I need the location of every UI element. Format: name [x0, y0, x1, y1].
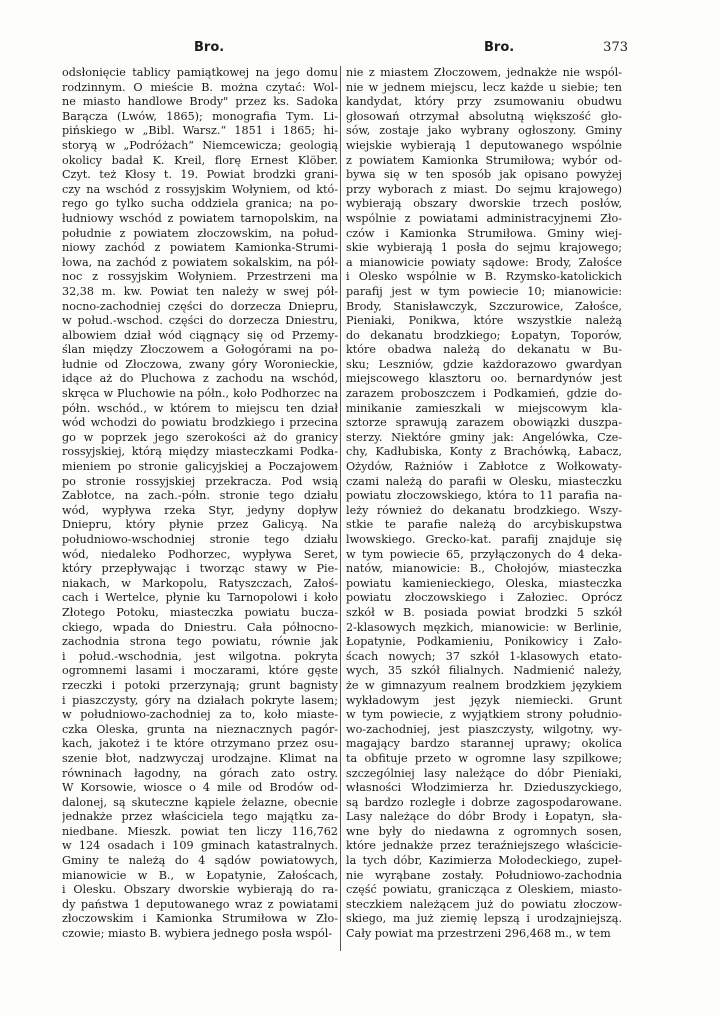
text-line: w południowo-zachodniej za to, koło miaste- — [62, 708, 338, 722]
text-line: kach, jakoteż i te które otrzymano przez osu- — [62, 737, 338, 751]
text-line: albowiem dział wód ciągnący się od Przemy- — [62, 328, 338, 342]
text-line: przy wyborach z miast. Do sejmu krajowego) — [346, 182, 622, 196]
page-header — [62, 40, 628, 60]
text-line: sku; Leszniów, gdzie każdorazowo gwardyan — [346, 357, 622, 371]
text-line: jednakże przez właściciela tego majątku za- — [62, 810, 338, 824]
text-line: łowa, na zachód z powiatem sokalskim, na pół- — [62, 255, 338, 269]
text-line: powiatu złoczowskiego, która to 11 parafia na- — [346, 489, 622, 503]
text-line: czów i Kamionka Strumiłowa. Gminy wiej- — [346, 226, 622, 240]
text-line: odsłonięcie tablicy pamiątkowej na jego domu — [62, 66, 338, 79]
text-line: równinach łagodny, na górach zato ostry. — [62, 766, 338, 780]
text-line: wych, 35 szkół filialnych. Nadmienić należy, — [346, 664, 622, 678]
text-line: mianowicie w B., w Łopatynie, Załoścach, — [62, 868, 338, 882]
text-line: powiatu złoczowskiego i Załoziec. Oprócz — [346, 591, 622, 605]
text-line: Cały powiat ma przestrzeni 296,468 m., w tem — [346, 927, 611, 941]
text-line: lwowskiego. Grecko-kat. parafij znajduje się — [346, 533, 622, 546]
text-line: w połud.-wschod. części do dorzecza Dniestru, — [62, 314, 338, 328]
text-line: ne miasto handlowe Brody" przez ks. Sadoka — [62, 95, 338, 109]
running-head-left: Bro. — [194, 40, 225, 55]
text-line: niedbane. Mieszk. powiat ten liczy 116,762 — [62, 824, 338, 838]
text-line: po stronie rossyjskiej przekracza. Pod wsią — [62, 474, 338, 488]
text-line: Łopatynie, Podkamieniu, Ponikowicy i Zało- — [346, 635, 622, 649]
text-line: wspólnie z powiatami administracyjnemi Zło- — [346, 211, 622, 225]
text-line: rzeczki i potoki przerzynają; grunt bagnisty — [62, 678, 338, 692]
text-line: go w poprzek jego szerokości aż do granicy — [62, 430, 338, 444]
left-text-column — [62, 66, 338, 942]
text-line: kandydat, który przy zsumowaniu obudwu — [346, 95, 622, 109]
text-line: sów, zostaje jako wybrany ogłoszony. Gminy — [346, 124, 622, 138]
text-line: i Olesku. Obszary dworskie wybierają do ra- — [62, 883, 338, 897]
text-line: sztorze sprawują zarazem obowiązki duszpa- — [346, 416, 622, 430]
text-line: sterzy. Niektóre gminy jak: Angelówka, Czе- — [346, 430, 622, 444]
text-line: nie wyrąbane zostały. Południowo-zachodnia — [346, 868, 622, 882]
text-line: skie wybierają 1 posła do sejmu krajowego; — [346, 241, 622, 255]
running-head-right: Bro. — [484, 40, 515, 55]
text-line: steczkiem należącem już do powiatu złoczow- — [346, 897, 622, 911]
text-line: rossyjskiej, którą między miasteczkami Podka- — [62, 445, 338, 459]
text-line: Złotego Potoku, miasteczka powiatu bucza- — [62, 605, 338, 619]
column-divider — [340, 66, 341, 951]
text-line: które jednakże przez teraźniejszego właścicie- — [346, 839, 622, 853]
text-line: dalonej, są skuteczne kąpiele żelazne, obecnie — [62, 795, 338, 809]
text-line: zachodnia strona tego powiatu, równie jak — [62, 635, 338, 649]
text-line: który przepływając i tworząc stawy w Pie- — [62, 562, 338, 576]
text-line: łudniowy wschód z powiatem tarnopolskim, na — [62, 211, 338, 225]
text-line: które obadwa należą do dekanatu w Bu- — [346, 343, 622, 357]
text-line: dy państwa 1 deputowanego wraz z powiatami — [62, 897, 338, 911]
text-line: chy, Kadłubiska, Konty z Brachówką, Łabacz, — [346, 445, 622, 459]
text-line: część powiatu, granicząca z Oleskiem, miasto- — [346, 883, 622, 897]
text-line: pińskiego w „Bibl. Warsz.“ 1851 i 1865; hi- — [62, 124, 338, 138]
text-line: a mianowicie powiaty sądowe: Brody, Załośce — [346, 255, 622, 269]
text-line: Zabłotce, na zach.-półn. stronie tego działu — [62, 489, 338, 503]
right-text-column — [346, 66, 622, 942]
text-line: ckiego, wpada do Dniestru. Cała północno- — [62, 620, 338, 634]
text-line: wód, niedaleko Podhorzec, wypływa Seret, — [62, 547, 338, 561]
text-line: leży również do dekanatu brodzkiego. Wszy- — [346, 503, 622, 517]
text-line: Czyt. też Kłosy t. 19. Powiat brodzki grani- — [62, 168, 338, 182]
text-line: w tym powiecie 65, przyłączonych do 4 deka- — [346, 547, 622, 561]
text-line: stkie te parafie należą do arcybiskupstwa — [346, 518, 622, 532]
text-line: czowie; miasto B. wybiera jednego posła wspól- — [62, 927, 333, 941]
text-line: własności Włodzimierza hr. Dzieduszyckiego, — [346, 781, 622, 795]
text-line: czami należą do parafii w Olesku, miasteczku — [346, 474, 622, 488]
text-line: magający bardzo starannej uprawy; okolica — [346, 737, 622, 751]
text-line: ślan między Złoczowem a Gołogórami na po- — [62, 343, 338, 357]
text-line: wne były do niedawna z ogromnych sosen, — [346, 824, 622, 838]
text-line: głosowań otrzymał absolutną większość gło- — [346, 109, 622, 123]
text-line: złoczowskim i Kamionka Strumiłowa w Zło- — [62, 912, 338, 926]
text-line: niakach, w Markopolu, Ratyszczach, Załoś- — [62, 576, 338, 590]
text-line: la tych dóbr, Kazimierza Mołodeckiego, zupeł- — [346, 854, 622, 868]
text-line: południe z powiatem złoczowskim, na połud- — [62, 226, 338, 240]
text-line: niowy zachód z powiatem Kamionka-Strumi- — [62, 241, 338, 255]
text-line: zarazem proboszczem i Podkamień, gdzie do- — [346, 387, 622, 401]
text-line: storyą w „Podróżach“ Niemcewicza; geologią — [62, 138, 338, 152]
text-line: wód, wypływa rzeka Styr, jedyny dopływ — [62, 503, 338, 517]
text-line: bywa się w ten sposób jak opisano powyżej — [346, 168, 622, 182]
text-line: czy na wschód z rossyjskim Wołyniem, od któ- — [62, 182, 338, 196]
text-line: 32,38 m. kw. Powiat ten należy w swej pół- — [62, 284, 338, 298]
text-line: wo-zachodniej, jest piaszczysty, wilgotny, wy- — [346, 722, 622, 736]
text-line: minikanie zamieszkali w miejscowym kla- — [346, 401, 622, 415]
text-line: skiego, ma już ziemię lepszą i urodzajniejszą. — [346, 912, 622, 926]
text-line: Gminy te należą do 4 sądów powiatowych, — [62, 854, 338, 868]
text-line: w 124 osadach i 109 gminach katastralnych. — [62, 839, 338, 853]
text-line: rodzinnym. O mieście B. można czytać: Wol- — [62, 80, 338, 94]
text-line: szenie błot, nadzwyczaj urodzajne. Klimat na — [62, 751, 338, 765]
text-line: Dniepru, który płynie przez Galicyą. Na — [62, 518, 338, 532]
text-line: i piaszczysty, góry na działach pokryte lasem; — [62, 693, 338, 707]
text-line: w tym powiecie, z wyjątkiem strony południo- — [346, 708, 622, 722]
text-line: i Olesko wspólnie w B. Rzymsko-katolickich — [346, 270, 622, 284]
text-line: do dekanatu brodzkiego; Łopatyn, Toporów, — [346, 328, 622, 342]
text-line: skręca w Pluchowie na półn., koło Podhorzec na — [62, 387, 338, 401]
text-line: południowo-wschodniej stronie tego działu — [62, 533, 338, 546]
text-line: szczególniej lasy należące do dóbr Pieniaki, — [346, 766, 622, 780]
text-line: idące aż do Pluchowa z zachodu na wschód, — [62, 372, 338, 386]
text-line: wiejskie wybierają 1 deputowanego wspólnie — [346, 138, 622, 152]
text-line: półn. wschód., w którem to miejscu ten dział — [62, 401, 338, 415]
text-line: noc z rossyjskim Wołyniem. Przestrzeni ma — [62, 270, 338, 284]
text-line: nie z miastem Złoczowem, jednakże nie wspól- — [346, 66, 622, 79]
text-line: natów, mianowicie: B., Chołojów, miasteczka — [346, 562, 622, 576]
text-line: rego go tylko sucha oddziela granica; na po- — [62, 197, 338, 211]
text-line: są bardzo rozległe i dobrze zagospodarowane. — [346, 795, 622, 809]
text-line: Ożydów, Rażniów i Zabłotce z Wołkowaty- — [346, 460, 622, 474]
text-line: okolicy badał K. Kreil, florę Ernest Klöber. — [62, 153, 338, 167]
text-line: Brody, Stanisławczyk, Szczurowice, Załośce, — [346, 299, 622, 313]
text-line: ogromnemi lasami i moczarami, które gęste — [62, 664, 338, 678]
text-line: Pieniaki, Ponikwa, które wszystkie należą — [346, 314, 622, 328]
page-number: 373 — [603, 40, 628, 55]
text-line: W Korsowie, wiosce o 4 mile od Brodów od- — [62, 781, 338, 795]
text-line: Barącza (Lwów, 1865); monografia Tym. Li- — [62, 109, 338, 123]
text-line: wybierają obszary dworskie trzech posłów, — [346, 197, 622, 211]
text-line: wykładowym jest język niemiecki. Grunt — [346, 693, 622, 707]
text-line: ta obfituje przeto w ogromne lasy szpilkowe; — [346, 751, 622, 765]
text-line: łudnie od Złoczowa, zwany góry Woronieckie, — [62, 357, 338, 371]
text-line: szkół w B. posiada powiat brodzki 5 szkół — [346, 605, 622, 619]
text-line: mieniem po stronie galicyjskiej a Poczajowem — [62, 460, 338, 474]
text-line: Lasy należące do dóbr Brody i Łopatyn, sła- — [346, 810, 622, 824]
text-line: nie w jednem miejscu, lecz każde u siebie; ten — [346, 80, 622, 94]
text-line: miejscowego klasztoru oo. bernardynów jest — [346, 372, 622, 386]
text-line: ścach nowych; 37 szkół 1-klasowych etato- — [346, 649, 622, 663]
text-line: i połud.-wschodnia, jest wilgotna. pokryta — [62, 649, 338, 663]
text-line: cach i Wertelce, płynie ku Tarnopolowi i koło — [62, 591, 338, 605]
text-line: 2-klasowych męzkich, mianowicie: w Berlinie, — [346, 620, 622, 634]
text-line: nocno-zachodniej części do dorzecza Dniepru, — [62, 299, 338, 313]
text-line: wód wchodzi do powiatu brodzkiego i przecina — [62, 416, 338, 430]
text-line: że w gimnazyum realnem brodzkiem językiem — [346, 678, 622, 692]
text-line: powiatu kamienieckiego, Oleska, miasteczka — [346, 576, 622, 590]
text-line: czka Oleska, grunta na nieznacznych pagór- — [62, 722, 338, 736]
text-line: z powiatem Kamionka Strumiłowa; wybór od- — [346, 153, 622, 167]
text-line: parafij jest w tym powiecie 10; mianowicie: — [346, 284, 622, 298]
